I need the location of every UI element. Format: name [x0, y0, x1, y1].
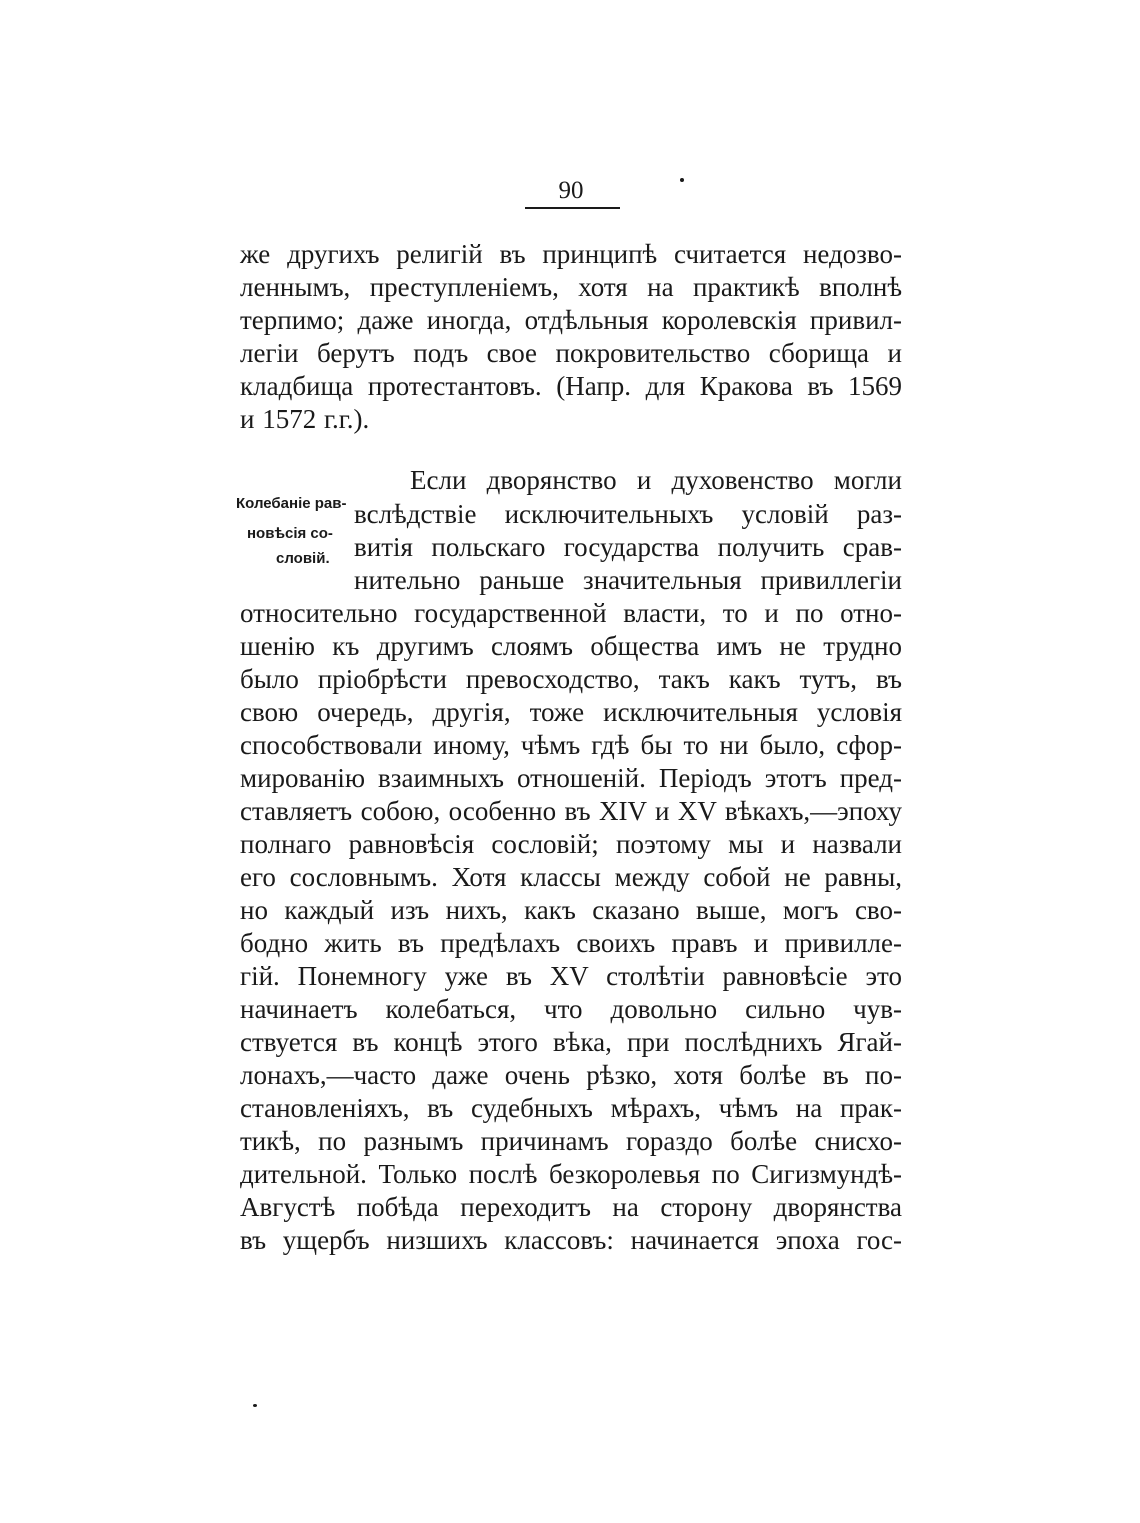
text-line: же другихъ религій въ принципѣ считается недозво-: [240, 239, 902, 269]
text-line: начинаетъ колебаться, что довольно сильно чув-: [240, 994, 902, 1024]
text-line: въ ущербъ низшихъ классовъ: начинается эпоха гос-: [240, 1225, 902, 1255]
text-line: ствуется въ концѣ этого вѣка, при послѣднихъ Ягай-: [240, 1027, 902, 1057]
text-line: Августѣ побѣда переходитъ на сторону дворянства: [240, 1192, 902, 1222]
page-number: 90: [558, 177, 584, 204]
print-speck-top: [680, 178, 684, 182]
text-line: ставляетъ собою, особенно въ XIV и XV вѣкахъ,—эпоху: [240, 796, 902, 826]
text-line: но каждый изъ нихъ, какъ сказано выше, могъ сво-: [240, 895, 902, 925]
margin-note-line: новѣсія со-: [247, 525, 333, 542]
text-line: шенію къ другимъ слоямъ общества имъ не трудно: [240, 631, 902, 661]
print-speck-bottom: [253, 1404, 257, 1407]
text-line: гій. Понемногу уже въ XV столѣтіи равновѣсіе это: [240, 961, 902, 991]
text-line: и 1572 г.г.).: [240, 404, 370, 434]
text-line: было пріобрѣсти превосходство, такъ какъ тутъ, въ: [240, 664, 902, 694]
text-line: способствовали иному, чѣмъ гдѣ бы то ни было, сфор-: [240, 730, 902, 760]
text-line: дительной. Только послѣ безкоролевья по Сигизмундѣ-: [240, 1159, 902, 1189]
text-line: легіи берутъ подъ свое покровительство сборища и: [240, 338, 902, 368]
text-line: витія польскаго государства получить срав-: [354, 532, 902, 562]
page-number-rule: [525, 207, 620, 209]
text-line: терпимо; даже иногда, отдѣльныя королевскія привил-: [240, 305, 902, 335]
margin-note-line: Колебаніе рав-: [236, 495, 347, 512]
text-line: вслѣдствіе исключительныхъ условій раз-: [354, 499, 902, 529]
text-line: тикѣ, по разнымъ причинамъ гораздо болѣе снисхо-: [240, 1126, 902, 1156]
text-line: его сословнымъ. Хотя классы между собой не равны,: [240, 862, 902, 892]
text-line: полнаго равновѣсія сословій; поэтому мы и назвали: [240, 829, 902, 859]
text-line: свою очередь, другія, тоже исключительныя условія: [240, 697, 902, 727]
margin-note-line: словій.: [276, 550, 330, 567]
text-line: относительно государственной власти, то и по отно-: [240, 598, 902, 628]
text-line: бодно жить въ предѣлахъ своихъ правъ и привилле-: [240, 928, 902, 958]
text-line: становленіяхъ, въ судебныхъ мѣрахъ, чѣмъ на прак-: [240, 1093, 902, 1123]
text-line: леннымъ, преступленіемъ, хотя на практикѣ вполнѣ: [240, 272, 902, 302]
text-line: мированію взаимныхъ отношеній. Періодъ этотъ пред-: [240, 763, 902, 793]
text-line: Если дворянство и духовенство могли: [410, 465, 902, 495]
text-line: нительно раньше значительныя привиллегіи: [354, 565, 902, 595]
text-line: лонахъ,—часто даже очень рѣзко, хотя болѣе въ по-: [240, 1060, 902, 1090]
text-line: кладбища протестантовъ. (Напр. для Кракова въ 1569: [240, 371, 902, 401]
